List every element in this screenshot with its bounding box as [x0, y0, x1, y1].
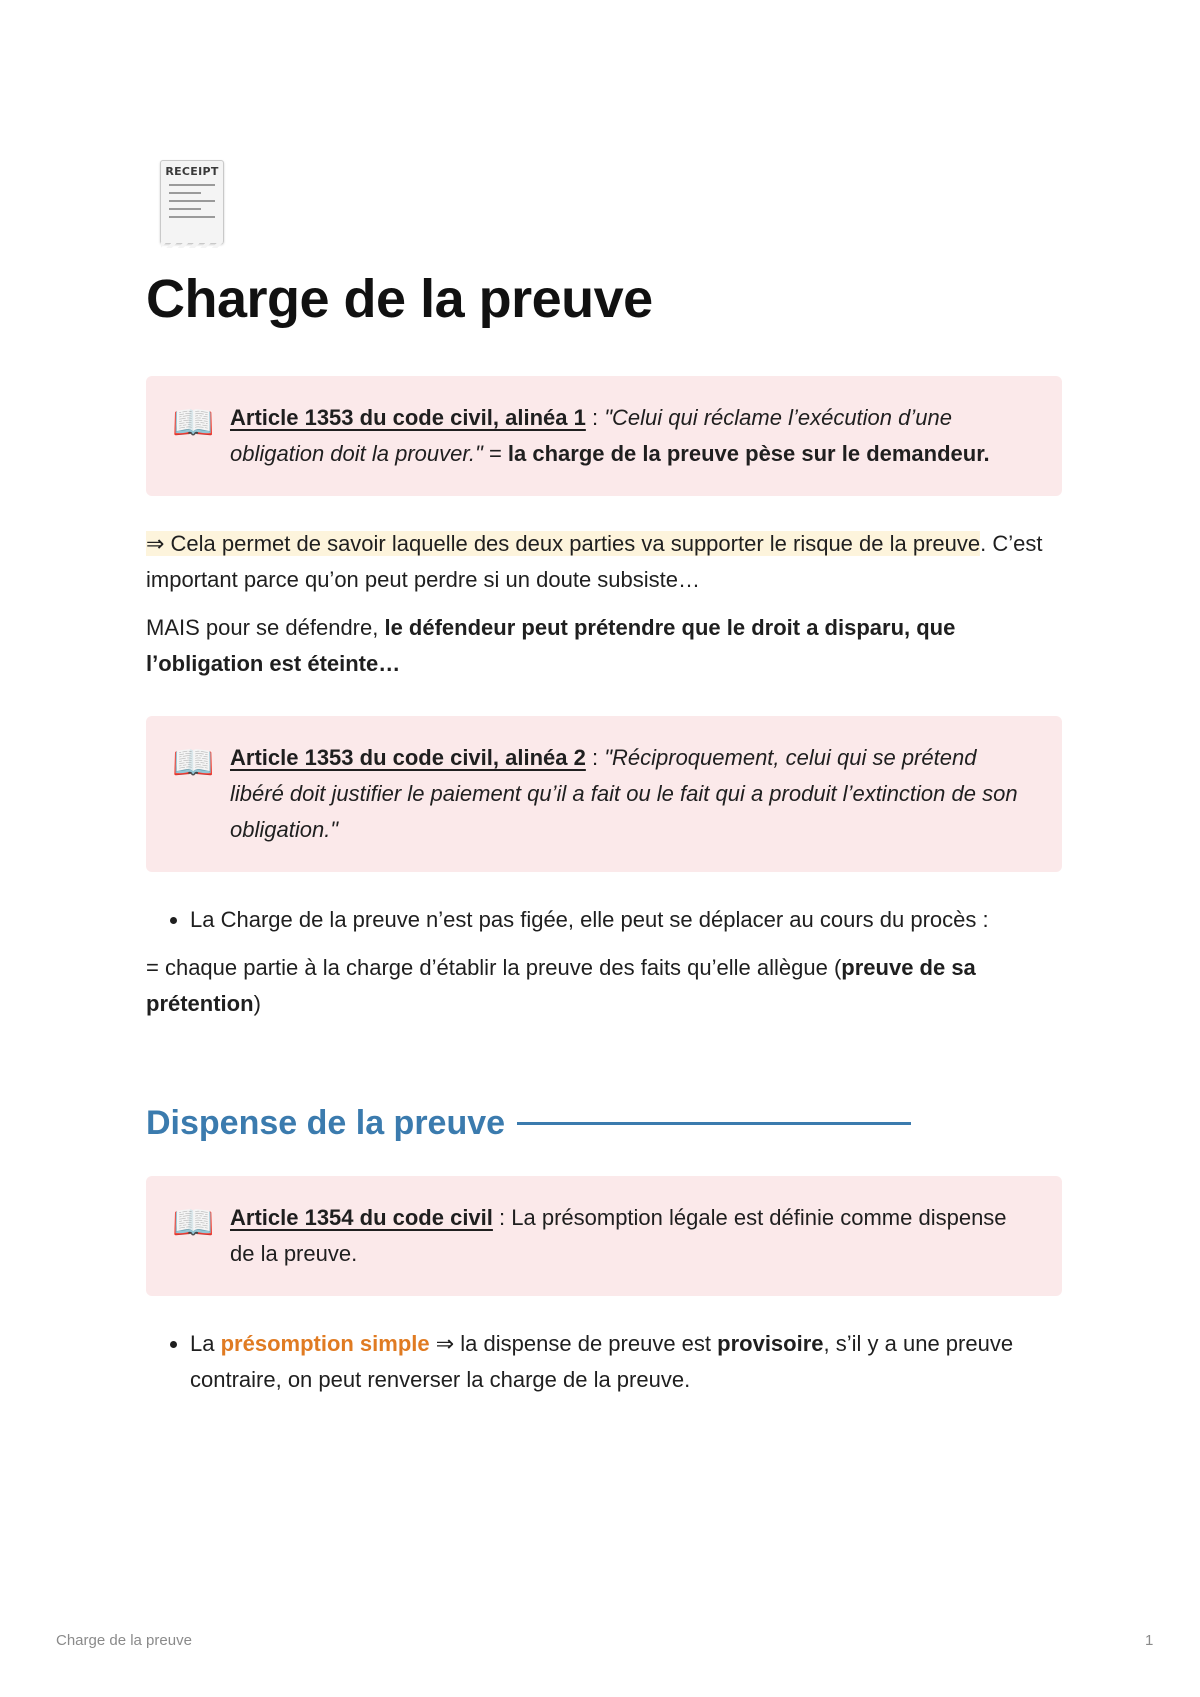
paragraph-text: = chaque partie à la charge d’établir la preuve des faits qu’elle allègue (: [146, 955, 842, 980]
highlight-term: présomption simple: [220, 1331, 430, 1356]
footer-title: Charge de la preuve: [56, 1632, 192, 1649]
article-quote: "Réciproquement, celui qui se prétend libéré doit justifier le paiement qu’il a fait ou le fait qui a produit l’extinction de son obligation.": [230, 745, 1018, 842]
heading-rule: [517, 1122, 911, 1125]
callout-article-1353-al1: [146, 376, 1062, 496]
page-number: 1: [1145, 1632, 1154, 1649]
paragraph-text: MAIS pour se défendre,: [146, 615, 385, 640]
callout-text: La présomption légale est définie comme dispense de la preuve.: [230, 1205, 1007, 1266]
separator: :: [492, 1205, 512, 1230]
equals-sign: =: [482, 441, 508, 466]
article-reference: Article 1353 du code civil, alinéa 2: [230, 745, 586, 770]
separator: :: [585, 745, 605, 770]
paragraph-each-party: [146, 950, 1062, 1022]
separator: :: [585, 405, 605, 430]
book-icon: 📖: [172, 1203, 215, 1243]
list-item: [190, 1326, 1062, 1398]
page-title: Charge de la preuve: [146, 269, 653, 329]
callout-article-1354: [146, 1176, 1062, 1296]
article-reference: Article 1353 du code civil, alinéa 1: [230, 405, 586, 430]
list-item-text: , s’il y a une preuve contraire, on peut renverser la charge de la preuve.: [190, 1331, 1014, 1392]
bullet-list: [146, 902, 1062, 938]
paragraph-bold: preuve de sa prétention: [146, 955, 976, 1016]
paragraph-defense: [146, 610, 1062, 682]
article-reference: Article 1354 du code civil: [230, 1205, 493, 1230]
callout-conclusion: la charge de la preuve pèse sur le demandeur.: [507, 441, 990, 466]
list-item: • La Charge de la preuve n’est pas figée, elle peut se déplacer au cours du procès :: [190, 902, 1062, 938]
list-item-text: ⇒ la dispense de preuve est: [429, 1331, 718, 1356]
receipt-icon: [160, 160, 224, 244]
callout-article-1353-al2: [146, 716, 1062, 872]
article-quote: "Celui qui réclame l’exécution d’une obligation doit la prouver.": [230, 405, 952, 466]
paragraph-text: . C’est important parce qu’on peut perdre si un doute subsiste…: [146, 531, 1043, 592]
receipt-icon-text: RECEIPT: [165, 165, 219, 178]
paragraph-text: ): [253, 991, 261, 1016]
book-icon: 📖: [172, 743, 215, 783]
page-content: [146, 160, 1062, 1398]
highlighted-text: ⇒ Cela permet de savoir laquelle des deux parties va supporter le risque de la preuve: [146, 531, 981, 556]
book-icon: 📖: [172, 403, 215, 443]
list-item-text: La: [190, 1331, 221, 1356]
list-item-bold: provisoire: [717, 1331, 824, 1356]
section-heading: [146, 1100, 1062, 1146]
section-heading-text: Dispense de la preuve: [146, 1104, 506, 1142]
paragraph-bold: le défendeur peut prétendre que le droit a disparu, que l’obligation est éteinte…: [146, 615, 956, 676]
paragraph-risk: [146, 526, 1062, 598]
bullet-list: [146, 1326, 1062, 1398]
